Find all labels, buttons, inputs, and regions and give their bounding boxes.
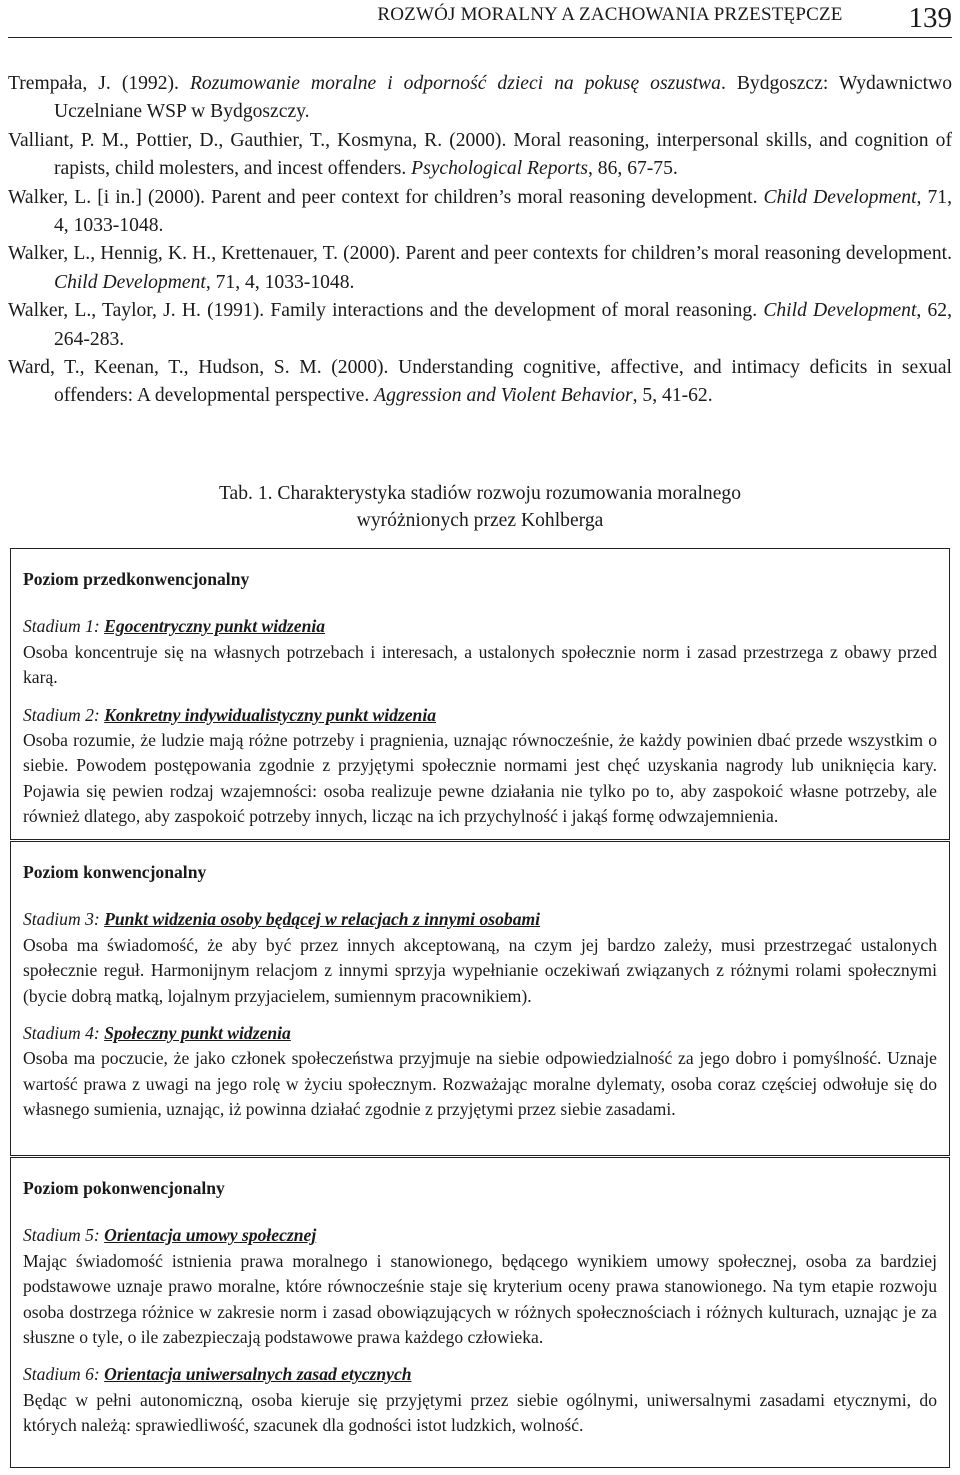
level-box-postconventional	[10, 1157, 950, 1468]
stage-heading: Stadium 4: Społeczny punkt widzenia	[23, 1023, 291, 1044]
stage-heading: Stadium 1: Egocentryczny punkt widzenia	[23, 616, 326, 637]
stage-name: Egocentryczny punkt widzenia	[104, 616, 326, 637]
reference-entry: Walker, L., Taylor, J. H. (1991). Family interactions and the development of moral reasoning. Child Development, 62, 264-283.	[8, 300, 952, 350]
stage-6	[23, 1362, 937, 1438]
page-header	[0, 0, 960, 38]
stage-description: Będąc w pełni autonomiczną, osoba kieruje się przyjętymi przez siebie ogólnymi, uniwersalnymi zasadami etycznymi, do których należą: sprawiedliwość, szacunek dla godności istot ludzkich, wolność.	[23, 1389, 937, 1436]
table-caption-line-1: Tab. 1. Charakterystyka stadiów rozwoju rozumowania moralnego	[218, 483, 742, 504]
reference-entry: Walker, L. [i in.] (2000). Parent and peer context for children’s moral reasoning development. Child Development, 71, 4, 1033-1048.	[8, 186, 952, 237]
stage-name: Punkt widzenia osoby będącej w relacjach z innymi osobami	[104, 909, 541, 930]
stage-heading: Stadium 3: Punkt widzenia osoby będącej w relacjach z innymi osobami	[23, 909, 541, 930]
stage-description: Osoba koncentruje się na własnych potrzebach i interesach, a ustalonych społecznie norm i zasad przestrzega z obawy przed karą.	[23, 641, 937, 688]
stage-4	[23, 1021, 937, 1123]
reference-entry: Walker, L., Hennig, K. H., Krettenauer, T. (2000). Parent and peer contexts for children’s moral reasoning development. Child Development, 71, 4, 1033-1048.	[8, 243, 952, 293]
stage-heading: Stadium 5: Orientacja umowy społecznej	[23, 1225, 317, 1246]
stage-description: Osoba ma świadomość, że aby być przez innych akceptowaną, na czym jej bardzo zależy, musi przestrzegać ustalonych społecznie reguł. Harmonijnym relacjom z innymi sprzyja wypełnianie oczekiwań związanych z różnymi rolami społecznymi (bycie dobrą matką, lojalnym przyjacielem, sumiennym pracownikiem).	[23, 934, 937, 1006]
stage-5	[23, 1223, 937, 1350]
stage-name: Konkretny indywidualistyczny punkt widzenia	[104, 704, 437, 725]
stage-name: Orientacja umowy społecznej	[104, 1225, 317, 1246]
stage-1	[23, 614, 937, 690]
stage-3	[23, 907, 937, 1009]
reference-entry: Valliant, P. M., Pottier, D., Gauthier, T., Kosmyna, R. (2000). Moral reasoning, interpersonal skills, and cognition of rapists, child molesters, and incest offenders. Psychological Reports, 86, 67-75.	[8, 129, 952, 180]
level-heading: Poziom przedkonwencjonalny	[23, 569, 250, 589]
table-caption	[0, 480, 960, 534]
stage-name: Społeczny punkt widzenia	[104, 1023, 291, 1044]
level-heading: Poziom pokonwencjonalny	[23, 1178, 225, 1198]
stage-description: Osoba ma poczucie, że jako członek społeczeństwa przyjmuje na siebie odpowiedzialność za jego dobro i pomyślność. Uznaje wartość prawa z uwagi na jego rolę w życiu społecznym. Rozważając moralne dylematy, osoba coraz częściej odwołuje się do własnego sumienia, uznając, iż powinna działać zgodnie z przyjętymi przez siebie zasadami.	[23, 1048, 937, 1120]
stage-2	[23, 703, 937, 830]
level-heading: Poziom konwencjonalny	[23, 862, 207, 882]
stage-heading: Stadium 2: Konkretny indywidualistyczny punkt widzenia	[23, 704, 437, 725]
stage-name: Orientacja uniwersalnych zasad etycznych	[104, 1364, 412, 1385]
running-title: ROZWÓJ MORALNY A ZACHOWANIA PRZESTĘPCZE	[377, 4, 843, 25]
header-divider	[8, 37, 952, 38]
reference-entry: Ward, T., Keenan, T., Hudson, S. M. (2000). Understanding cognitive, affective, and intimacy deficits in sexual offenders: A developmental perspective. Aggression and Violent Behavior, 5, 41-62.	[8, 357, 952, 407]
level-box-preconventional	[10, 548, 950, 840]
level-box-conventional	[10, 841, 950, 1156]
reference-list	[8, 70, 952, 411]
stage-description: Mając świadomość istnienia prawa moralnego i stanowionego, będącego wynikiem umowy społecznej, osoba za bardziej podstawowe uznaje prawo moralne, które równocześnie staje się kryterium oceny prawa stanowionego. Na tym etapie rozwoju osoba dostrzega różnice w zakresie norm i zasad obowiązujących w różnych społecznościach i różnych kulturach, uznając je za słuszne o tyle, o ile zabezpieczają podstawowe prawa każdego człowieka.	[23, 1250, 937, 1348]
reference-entry: Trempała, J. (1992). Rozumowanie moralne i odporność dzieci na pokusę oszustwa. Bydgoszcz: Wydawnictwo Uczelniane WSP w Bydgoszczy.	[8, 73, 952, 123]
stage-description: Osoba rozumie, że ludzie mają różne potrzeby i pragnienia, uznając równocześnie, że każdy powinien dbać przede wszystkim o siebie. Powodem postępowania zgodnie z przyjętymi społecznie normami jest chęć uzyskania nagrody lub uniknięcia kary. Pojawia się pewien rodzaj wzajemności: osoba realizuje pewne działania nie tylko po to, aby zaspokoić własne potrzeby, ale również dlatego, aby zaspokoić potrzeby innych, licząc na ich przychylność i jakąś formę odwzajemnienia.	[23, 730, 937, 827]
page-number: 139	[908, 2, 952, 34]
stage-heading: Stadium 6: Orientacja uniwersalnych zasad etycznych	[23, 1364, 412, 1385]
table-caption-line-2: wyróżnionych przez Kohlberga	[356, 510, 604, 531]
